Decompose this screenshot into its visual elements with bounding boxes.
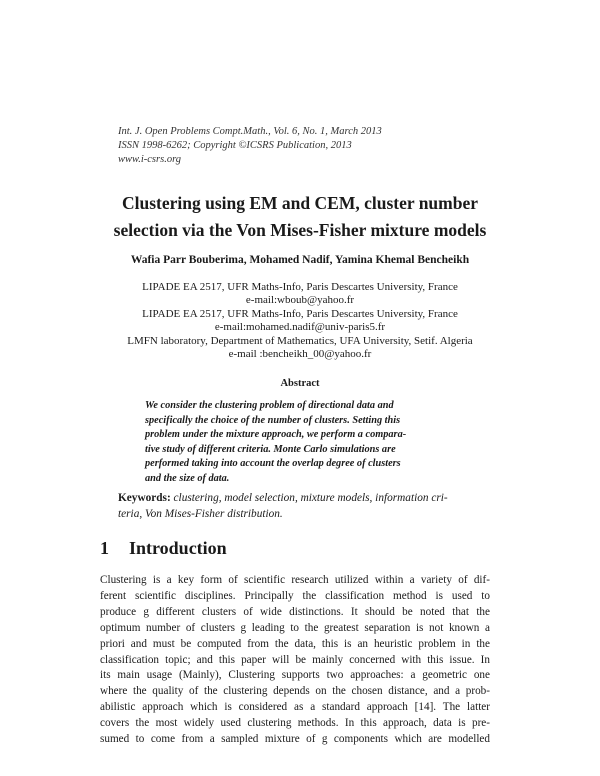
keywords-text-line-2: teria, Von Mises-Fisher distribution. [118, 508, 283, 520]
introduction-body [100, 573, 490, 748]
affiliations [95, 281, 505, 361]
body-line: classification topic; and this paper will be mainly concerned with this issue. In [100, 653, 490, 666]
body-line: Clustering is a key form of scientific research utilized within a variety of dif- [100, 574, 490, 586]
journal-header [118, 125, 382, 167]
affiliation-line: LIPADE EA 2517, UFR Maths-Info, Paris Descartes University, France [142, 281, 458, 293]
paper-title-line-1: Clustering using EM and CEM, cluster number [121, 193, 479, 213]
abstract-line: problem under the mixture approach, we perform a compara- [145, 429, 407, 440]
abstract-heading: Abstract [280, 378, 320, 389]
affiliation-email: e-mail:wboub@yahoo.fr [245, 294, 355, 307]
journal-issn: ISSN 1998-6262; Copyright ©ICSRS Publication, 2013 [118, 140, 352, 151]
abstract-line: and the size of data. [145, 472, 230, 484]
body-line: ferent scientific disciplines. Principally the classification method is used to [100, 589, 490, 602]
keywords-block [118, 490, 490, 522]
affiliation-line: LMFN laboratory, Department of Mathematics, UFA University, Setif. Algeria [127, 334, 473, 347]
abstract-line: We consider the clustering problem of directional data and [145, 400, 394, 411]
journal-website: www.i-csrs.org [118, 154, 182, 165]
section-heading [100, 538, 227, 559]
affiliation-email: e-mail:mohamed.nadif@univ-paris5.fr [214, 321, 386, 334]
body-line: sumed to come from a sampled mixture of g components which are modelled [100, 733, 490, 746]
keywords-text-line-1: clustering, model selection, mixture models, information cri- [173, 492, 448, 504]
body-line: abilistic approach which is considered as a standard approach [14]. The latter [100, 701, 490, 714]
abstract-body [145, 399, 460, 486]
affiliation-email: e-mail :bencheikh_00@yahoo.fr [228, 348, 372, 361]
body-line: where the quality of the clustering depends on the chosen distance, and a prob- [100, 685, 490, 698]
affiliation-line: LIPADE EA 2517, UFR Maths-Info, Paris Descartes University, France [142, 307, 458, 320]
body-line: covers the most widely used clustering methods. In this approach, data is pre- [100, 717, 490, 730]
abstract-line: tive study of different criteria. Monte Carlo simulations are [145, 443, 396, 455]
body-line: its main usage (Mainly), Clustering supports two approaches: a geometric one [100, 669, 490, 682]
abstract-line: performed taking into account the overlap degree of clusters [145, 458, 401, 469]
paper-authors: Wafia Parr Bouberima, Mohamed Nadif, Yamina Khemal Bencheikh [130, 254, 470, 266]
section-number: 1 [100, 538, 109, 558]
abstract-line: specifically the choice of the number of clusters. Setting this [145, 414, 401, 426]
paper-title [60, 190, 540, 244]
paper-title-line-2: selection via the Von Mises-Fisher mixture models [113, 220, 487, 240]
body-line: priori and must be computed from the data, this is an heuristic problem in the [100, 637, 490, 650]
body-line: produce g different clusters of wide distinctions. It should be noted that the [100, 605, 490, 618]
section-title: Introduction [129, 538, 227, 558]
keywords-label: Keywords: [118, 492, 171, 504]
journal-citation: Int. J. Open Problems Compt.Math., Vol. 6, No. 1, March 2013 [118, 126, 382, 137]
body-line: optimum number of clusters g leading to the greatest separation is not known a [100, 621, 490, 634]
